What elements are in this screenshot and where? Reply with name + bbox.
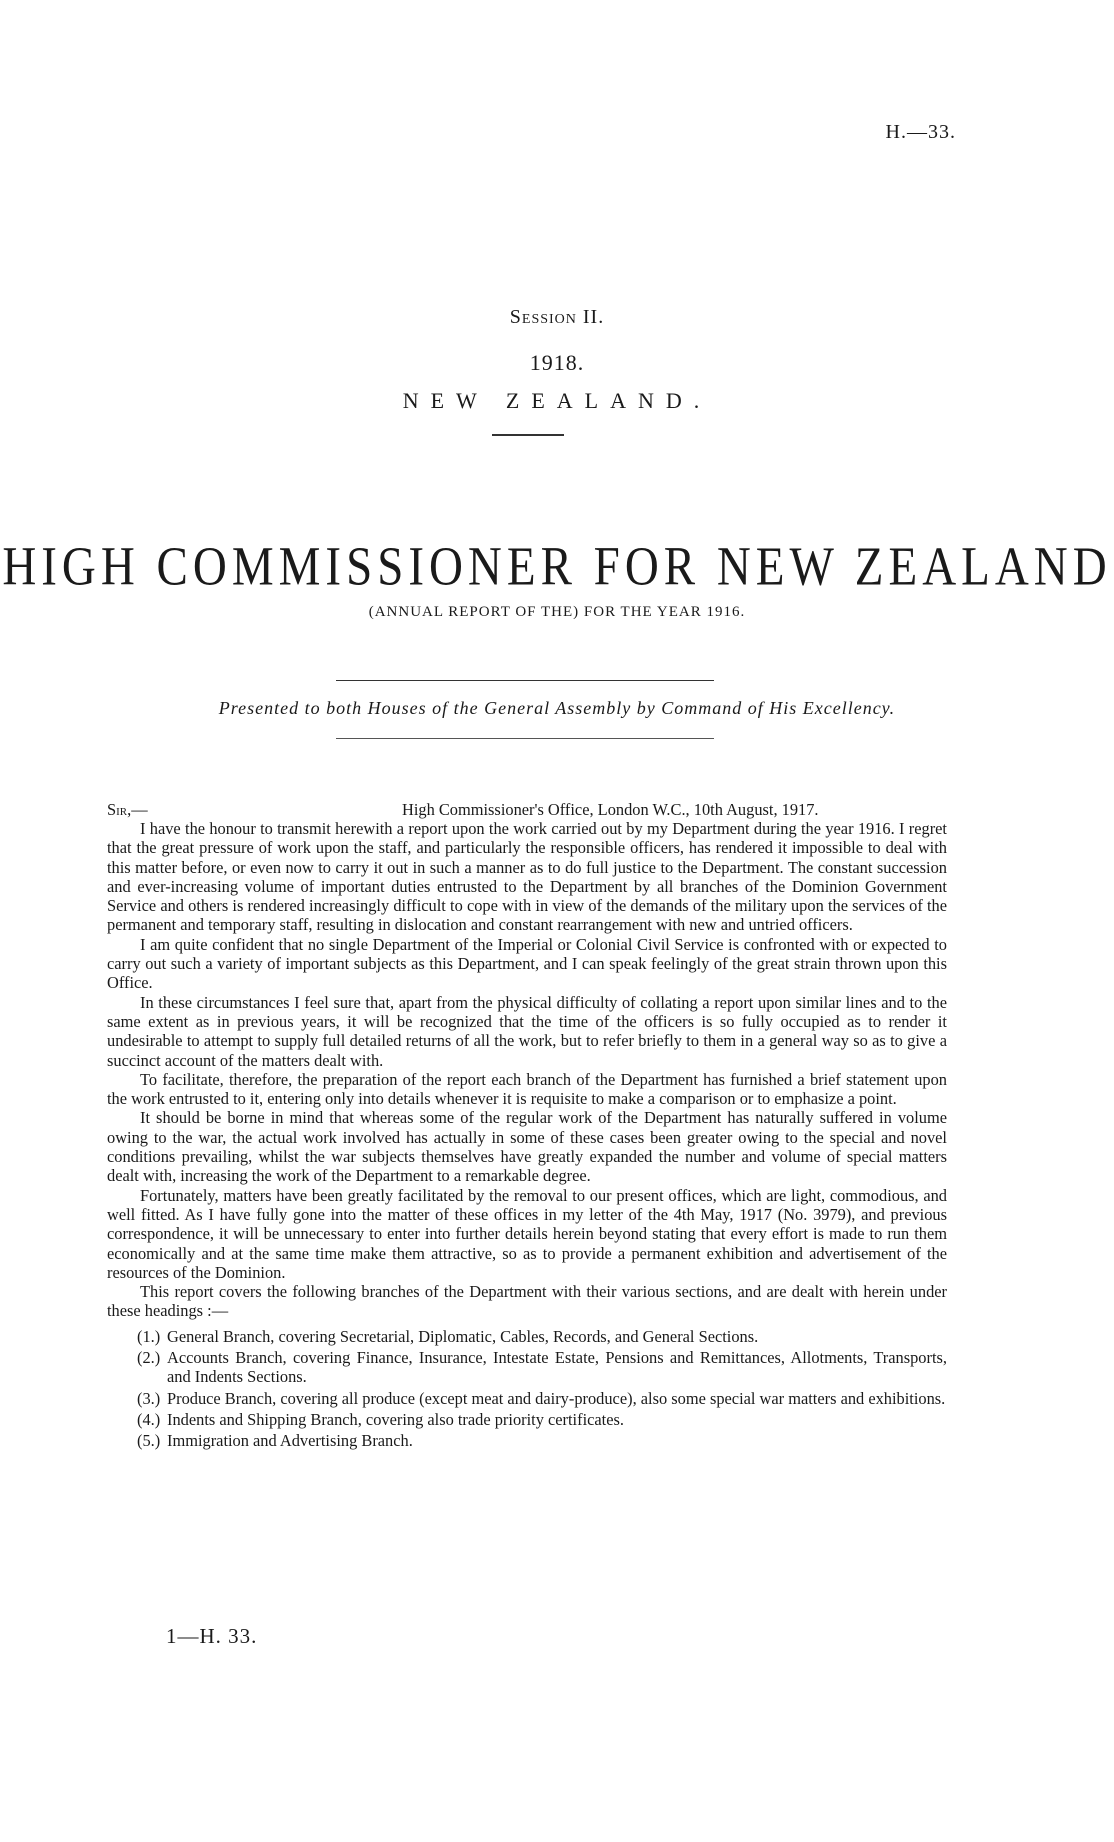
paragraph: I am quite confident that no single Department of the Imperial or Colonial Civil Service is confronted with or expected to carry out such a variety of important subjects as this Department, and I can speak feelingly of the great strain thrown upon this Office. [107, 934, 947, 993]
list-item-number: (2.) [137, 1348, 161, 1368]
list-item-text: Accounts Branch, covering Finance, Insurance, Intestate Estate, Pensions and Remittances, Allotments, Transports, and Indents Sections. [167, 1348, 947, 1387]
year-label: 1918. [529, 350, 585, 375]
branch-list [107, 1327, 947, 1451]
salutation: Sir,— [107, 800, 148, 819]
paragraph: Fortunately, matters have been greatly facilitated by the removal to our present offices, which are light, commodious, and well fitted. As I have fully gone into the matter of these offices in my letter of the 4th May, 1917 (No. 3979), and previous correspondence, it will be unnecessary to enter into further details herein beyond stating that every effort is made to run them economically and at the same time make them attractive, so as to provide a permanent exhibition and advertisement of the resources of the Dominion. [107, 1185, 947, 1282]
list-item-text: Immigration and Advertising Branch. [167, 1431, 413, 1451]
paragraph: To facilitate, therefore, the preparation of the report each branch of the Department has furnished a brief statement upon the work entrusted to it, entering only into details whenever it is requisite to make a comparison or to emphasize a point. [107, 1069, 947, 1109]
page-signature-mark: 1—H. 33. [166, 1624, 258, 1648]
document-reference: H.—33. [885, 121, 956, 143]
divider-bottom [336, 738, 714, 739]
paragraph: I have the honour to transmit herewith a report upon the work carried out by my Department during the year 1916. I regret that the great pressure of work upon the staff, and particularly the responsible officers, has rendered it impossible to deal with this matter before, or even now to carry it out in such a manner as to do full justice to the Department. The constant succession and ever-increasing volume of important duties entrusted to the Department by all branches of the Dominion Government Service and others is rendered increasingly difficult to cope with in view of the demands of the military upon the services of the permanent and temporary staff, resulting in dislocation and constant rearrangement with new and untried officers. [107, 819, 947, 935]
list-item-number: (3.) [137, 1388, 161, 1408]
letter-body [107, 800, 947, 1453]
presented-line: Presented to both Houses of the General Assembly by Command of His Excellency. [218, 698, 896, 718]
list-item-text: Produce Branch, covering all produce (except meat and dairy-produce), also some special war matters and exhibitions. [167, 1388, 946, 1408]
list-item-number: (4.) [137, 1409, 161, 1429]
subtitle: (ANNUAL REPORT OF THE) FOR THE YEAR 1916. [368, 604, 746, 620]
list-item-text: General Branch, covering Secretarial, Diplomatic, Cables, Records, and General Sections. [167, 1326, 759, 1346]
list-item-number: (1.) [137, 1326, 161, 1346]
list-item [107, 1410, 947, 1429]
list-item-text: Indents and Shipping Branch, covering also trade priority certificates. [167, 1409, 624, 1429]
letter-heading [107, 800, 947, 819]
title-divider [492, 434, 564, 436]
list-item-number: (5.) [137, 1431, 161, 1451]
dateline: High Commissioner's Office, London W.C., 10th August, 1917. [402, 800, 819, 819]
paragraph: It should be borne in mind that whereas some of the regular work of the Department has naturally suffered in volume owing to the war, the actual work involved has actually in some of these cases been greater owing to the special and novel conditions prevailing, whilst the war subjects themselves have greatly expanded the number and volume of special matters dealt with, increasing the work of the Department to a remarkable degree. [107, 1108, 947, 1186]
paragraph: This report covers the following branches of the Department with their various sections, and are dealt with herein under these headings :— [107, 1282, 947, 1321]
list-item [107, 1327, 947, 1346]
main-title: HIGH COMMISSIONER FOR NEW ZEALAND [2, 536, 1112, 598]
session-label: Session II. [509, 306, 605, 328]
list-item [107, 1389, 947, 1408]
divider-top [336, 680, 714, 681]
paragraph: In these circumstances I feel sure that, apart from the physical difficulty of collating a report upon similar lines and to the same extent as in previous years, it will be recognized that the time of the officers is so fully occupied as to render it undesirable to attempt to supply full detailed returns of all the work, but to refer briefly to them in a general way so as to give a succinct account of the matters dealt with. [107, 992, 947, 1070]
list-item [107, 1431, 947, 1450]
country-label: NEW ZEALAND. [402, 388, 712, 413]
list-item [107, 1348, 947, 1387]
